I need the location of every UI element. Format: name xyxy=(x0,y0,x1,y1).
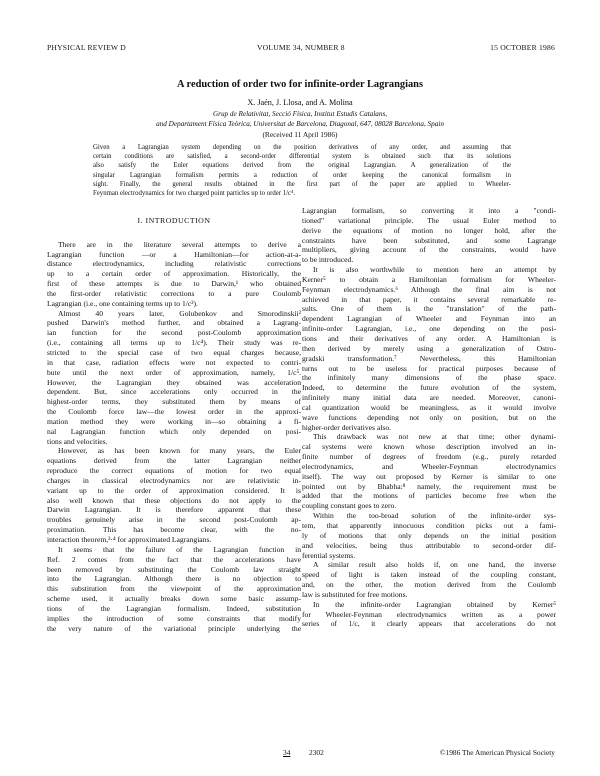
text-line: achieved in that paper, it contains several remarkable re- xyxy=(302,294,556,304)
text-line: pushed Darwin's method further, and obtained a Lagrang- xyxy=(47,318,301,328)
text-line: nal Lagrangian function which only depended on posi- xyxy=(47,426,301,436)
spacer xyxy=(47,230,301,240)
text-line: (i.e., containing all terms up to 1/c⁴). Their study was re- xyxy=(47,338,301,348)
text-line: the Coulomb force law—the lowest order in the approxi- xyxy=(47,407,301,417)
text-line: Feynman electrodynamics.⁶ Although the final aim is not xyxy=(302,284,556,294)
text-line: Within the too-broad solution of the infinite-order sys- xyxy=(313,511,556,521)
text-line: multipliers, giving account of the constraints, would have xyxy=(302,245,556,255)
running-head xyxy=(47,43,555,55)
text-line: to be introduced. xyxy=(302,255,354,265)
journal-name: PHYSICAL REVIEW D xyxy=(47,43,126,52)
text-line: wave functions depending not only on position, but on the xyxy=(302,412,556,422)
received-date: (Received 11 April 1986) xyxy=(262,130,338,139)
text-line: law is substituted for free motions. xyxy=(302,589,408,599)
text-line: also well known that these objections do not apply to the xyxy=(47,495,301,505)
text-line: the very nature of the variational principle underlying the xyxy=(47,623,301,633)
text-line: tions and their derivatives of any order. A Hamiltonian is xyxy=(302,333,556,343)
text-line: ian function for the second post-Coulomb approximation xyxy=(47,328,301,338)
text-line: cal systems were known whose description involved an in- xyxy=(302,442,556,452)
text-line: tem, that apparently innocuous condition picks out a fami- xyxy=(302,521,556,530)
text-line: It is also worthwhile to mention here an attempt by xyxy=(313,265,556,275)
text-line: Darwin Lagrangian. It is therefore apparent that these xyxy=(47,505,301,515)
text-line: the infinitely many dimensions of the phase space. xyxy=(302,373,556,383)
text-line: ferential systems. xyxy=(302,550,356,560)
text-line: the first-order relativistic corrections to a pure Coulomb xyxy=(47,288,301,298)
text-line: tions and velocities. xyxy=(47,436,108,446)
text-line: implies the introduction of some constraints that modify xyxy=(47,613,301,623)
paper-title: A reduction of order two for infinite-order Lagrangians xyxy=(177,79,423,90)
text-line: in that case, radiation effects were not expected to contri- xyxy=(47,357,301,367)
text-line: for Wheeler-Feynman electrodynamics written as a power xyxy=(302,609,556,619)
text-line: troubles genuinely arise in the second post-Coulomb ap- xyxy=(47,515,301,525)
affiliation-2: and Departament Física Teòrica, Universitat de Barcelona, Diagonal, 647, 08028 Barcelona, Spain xyxy=(156,120,444,128)
text-line: Lagrangian (i.e., one containing terms up to 1/c²). xyxy=(47,298,198,308)
text-line: scheme used, it actually breaks down some basic assump- xyxy=(47,594,301,604)
left-column xyxy=(47,206,301,633)
text-line: stricted to the special case of two equal charges because, xyxy=(47,347,301,357)
left-body xyxy=(47,240,301,634)
footer-volume: 34 xyxy=(283,748,291,757)
text-line: reproduce the correct equations of motion for two equal xyxy=(47,466,301,476)
issue-date: 15 OCTOBER 1986 xyxy=(490,43,555,52)
text-line: derive the equations of motion no longer hold, after the xyxy=(302,225,556,235)
text-line: cal quantization would be meaningless, as it would involve xyxy=(302,402,556,412)
text-line: gradski transformation.⁷ Nevertheless, this Hamiltonian xyxy=(302,353,556,363)
text-line: finite number of degrees of freedom (e.g., purely retarded xyxy=(302,452,556,462)
abstract-line: certain conditions are satisfied, a second-order differential system is obtained such that its solutions xyxy=(93,153,511,161)
text-line: infinitely many initial data are needed. Moreover, canoni- xyxy=(302,393,556,403)
abstract-line: Given a Lagrangian system depending on the position derivatives of any order, and assuming that xyxy=(93,144,511,151)
text-line: There are in the literature several attempts to derive a xyxy=(58,239,301,249)
text-line: Kerner⁵ to obtain a Hamiltonian formalism for Wheeler- xyxy=(302,274,556,284)
text-line: sults. One of them is the "translation" of the path- xyxy=(302,304,556,314)
text-line: itself). The way out proposed by Kerner is similar to one xyxy=(302,471,556,481)
text-line: variant up to the order of approximation considered. It is xyxy=(47,485,301,495)
text-line: then derived by merely using a generalization of Ostro- xyxy=(302,343,556,353)
text-line: Indeed, to determine the future evolution of the system, xyxy=(302,383,556,393)
text-line: first of these attempts is due to Darwin,¹ who obtained xyxy=(47,279,301,289)
text-line: pointed out by Bhabha:⁸ namely, the requirement must be xyxy=(302,481,556,491)
text-line: and, on the other, the motion derived from the Coulomb xyxy=(302,580,556,590)
copyright: ©1986 The American Physical Society xyxy=(439,748,555,757)
text-line: Ref. 2 comes from the fact that the accelerations have xyxy=(47,554,301,564)
text-line: this substitution from the viewpoint of the approximation xyxy=(47,584,301,594)
text-line: However, the Lagrangian they obtained was acceleration xyxy=(47,377,301,387)
text-line: and velocities, being thus attributable to second-order dif- xyxy=(302,540,556,550)
abstract xyxy=(93,143,511,198)
affiliation-1: Grup de Relativitat, Secció Física, Institut Estudis Catalans, xyxy=(212,110,388,118)
page-footer xyxy=(47,748,555,760)
text-line: dependent. But, since accelerations only occurred in the xyxy=(47,387,301,397)
text-line: Lagrangian formalism, so converting it into a "condi- xyxy=(302,206,556,215)
text-line: proximation. This has become clear, with the no- xyxy=(47,525,301,535)
text-line: bute until the next order of approximation, namely, 1/c⁵. xyxy=(47,367,301,377)
text-line: interaction theorem,³·⁴ for approximated Lagrangians. xyxy=(47,535,212,544)
text-line: This drawback was not new at that time; other dynami- xyxy=(313,432,556,442)
text-line: highest-order terms, they substituted them by means of xyxy=(47,397,301,407)
text-line: dependent Lagrangian of Wheeler and Feynman into an xyxy=(302,314,556,324)
text-line: been removed by substituting the Coulomb law straight xyxy=(47,564,301,574)
text-line: A similar result also holds if, on one hand, the inverse xyxy=(313,560,556,570)
abstract-line: Feynman electrodynamics for two charged point particles up to order 1/c⁴. xyxy=(93,189,296,197)
text-line: It seems that the failure of the Lagrangian function in xyxy=(58,544,301,554)
text-line: up to a certain order of approximation. Historically, the xyxy=(47,269,301,279)
text-line: electrodynamics, and Wheeler-Feynman electrodynamics xyxy=(302,461,556,471)
abstract-line: singular Lagrangian formalism permits a reduction of order keeping the canonical formalism in xyxy=(93,171,511,179)
text-line: turns out to be useless for practical purposes because of xyxy=(302,363,556,373)
text-line: However, as has been known for many years, the Euler xyxy=(58,446,301,456)
text-line: series of 1/c, it clearly appears that accelerations do not xyxy=(302,619,556,629)
text-line: tioned" variational principle. The usual Euler method to xyxy=(302,215,556,225)
text-line: In the infinite-order Lagrangian obtained by Kerner⁵ xyxy=(313,599,556,609)
text-line: added that the motions of particles become free when the xyxy=(302,491,556,501)
abstract-line: sight. Finally, the general results obtained in the first part of the paper are applied to Wheeler- xyxy=(93,180,511,188)
text-line: infinite-order Lagrangian, i.e., one depending on the posi- xyxy=(302,324,556,334)
text-line: higher-order derivatives also. xyxy=(302,422,392,432)
page-number: 2302 xyxy=(309,748,324,757)
right-column xyxy=(302,206,556,629)
text-line: charges in classical electrodynamics nor are relativistic in- xyxy=(47,475,301,485)
text-line: into the Lagrangian. Although there is no objection to xyxy=(47,574,301,584)
text-line: Almost 40 years later, Golubenkov and Smorodinskii² xyxy=(58,308,301,318)
section-heading: I. INTRODUCTION xyxy=(137,215,211,225)
text-line: equations derived from the latter Lagrangian neither xyxy=(47,456,301,466)
text-line: coupling constant goes to zero. xyxy=(302,501,397,511)
abstract-line: also satisfy the Euler equations derived from the original Lagrangian. A generalization of the xyxy=(93,162,511,170)
volume-number: VOLUME 34, NUMBER 8 xyxy=(257,43,345,52)
text-line: distance electrodynamics, including relativistic corrections xyxy=(47,259,301,269)
spacer xyxy=(47,206,301,216)
text-line: speed of light is taken instead of the coupling constant, xyxy=(302,570,556,580)
text-line: mation method they were working in—so obtaining a fi- xyxy=(47,416,301,426)
authors: X. Jaén, J. Llosa, and A. Molina xyxy=(247,98,353,107)
text-line: constraints have been substituted, and some Lagrange xyxy=(302,235,556,245)
text-line: tions of the Lagrangian formalism. Indeed, substitution xyxy=(47,603,301,613)
text-line: ly of motions that only depends on the initial position xyxy=(302,530,556,540)
text-line: Lagrangian function —or a Hamiltonian—for action-at-a- xyxy=(47,249,301,259)
